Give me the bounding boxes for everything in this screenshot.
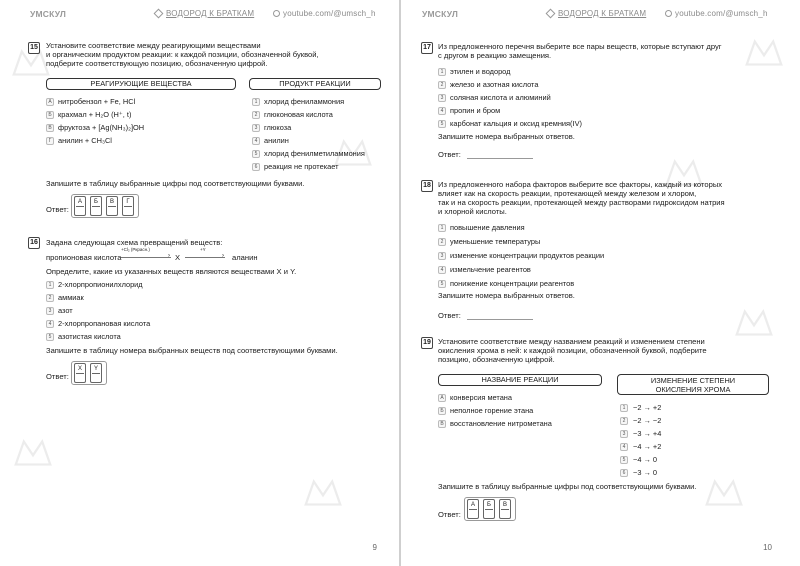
product-item: хлорид фениламмония bbox=[264, 97, 345, 106]
page-number: 9 bbox=[372, 543, 377, 552]
instruction-text: Запишите в таблицу выбранные цифры под соответствующими буквами. bbox=[46, 179, 305, 188]
youtube-icon bbox=[273, 10, 280, 17]
option-tag: 1 bbox=[438, 224, 446, 232]
option-tag: А bbox=[438, 394, 446, 402]
answer-label: Ответ: bbox=[438, 150, 461, 159]
chain-mid: X bbox=[175, 253, 181, 262]
header-channel[interactable] bbox=[665, 9, 768, 18]
reagent-item: анилин + CH₃Cl bbox=[58, 136, 112, 145]
change-item: −4 → +2 bbox=[633, 442, 662, 451]
option-tag: В bbox=[438, 420, 446, 428]
answer-cell[interactable]: Б bbox=[90, 196, 102, 216]
reaction-item: восстановление нитрометана bbox=[450, 419, 552, 428]
option-tag: 2 bbox=[252, 111, 260, 119]
reagent-item: крахмал + H₂O (H⁺, t) bbox=[58, 110, 132, 119]
column-header-reagents: РЕАГИРУЮЩИЕ ВЕЩЕСТВА bbox=[46, 78, 236, 90]
arrow-head-icon: › bbox=[222, 253, 224, 259]
option-tag: 4 bbox=[620, 443, 628, 451]
option-item: соляная кислота и алюминий bbox=[450, 93, 551, 102]
youtube-icon bbox=[665, 10, 672, 17]
option-tag: Б bbox=[46, 111, 54, 119]
reagent-item: фруктоза + [Ag(NH₃)₂]OH bbox=[58, 123, 145, 132]
option-item: 2-хлорпропионилхлорид bbox=[58, 280, 143, 289]
change-item: −3 → +4 bbox=[633, 429, 662, 438]
channel-text: youtube.com/@umsch_h bbox=[283, 9, 376, 18]
option-tag: 6 bbox=[252, 163, 260, 171]
option-item: аммиак bbox=[58, 293, 84, 302]
question-text: с другом в реакцию замещения. bbox=[438, 51, 552, 60]
option-tag: 3 bbox=[620, 430, 628, 438]
option-item: измельчение реагентов bbox=[450, 265, 531, 274]
question-number: 18 bbox=[421, 180, 433, 192]
arrow-head-icon: › bbox=[168, 253, 170, 259]
option-tag: 5 bbox=[46, 333, 54, 341]
reaction-arrow bbox=[121, 257, 171, 258]
question-text: и хлорной кислоты. bbox=[438, 207, 507, 216]
arrow-label: +Cl₂ (Pкрасн.) bbox=[121, 247, 150, 252]
question-text: Из предложенного набора факторов выберите все факторы, каждый из которых bbox=[438, 180, 723, 189]
option-item: азотистая кислота bbox=[58, 332, 121, 341]
instruction-text: Запишите номера выбранных ответов. bbox=[438, 132, 575, 141]
product-item: глюконовая кислота bbox=[264, 110, 333, 119]
option-tag: 4 bbox=[438, 266, 446, 274]
reaction-arrow bbox=[185, 257, 225, 258]
option-tag: 5 bbox=[252, 150, 260, 158]
option-tag: 2 bbox=[620, 417, 628, 425]
option-item: 2-хлорпропановая кислота bbox=[58, 319, 151, 328]
change-item: −2 → +2 bbox=[633, 403, 662, 412]
option-tag: 2 bbox=[438, 81, 446, 89]
telegram-icon bbox=[546, 9, 556, 19]
option-item: изменение концентрации продуктов реакции bbox=[450, 251, 605, 260]
option-item: повышение давления bbox=[450, 223, 525, 232]
tagline-text: ВОДОРОД К БРАТКАМ bbox=[558, 9, 647, 18]
option-tag: 3 bbox=[252, 124, 260, 132]
option-tag: Г bbox=[46, 137, 54, 145]
watermark-icon bbox=[741, 30, 787, 76]
product-item: анилин bbox=[264, 136, 289, 145]
instruction-text: Запишите номера выбранных ответов. bbox=[438, 291, 575, 300]
brand-logo: УМСКУЛ bbox=[30, 9, 67, 19]
answer-line[interactable] bbox=[467, 319, 533, 320]
watermark-icon bbox=[731, 300, 777, 346]
answer-cell[interactable]: Б bbox=[483, 499, 495, 519]
column-header-products: ПРОДУКТ РЕАКЦИИ bbox=[249, 78, 381, 90]
column-header-reactions: НАЗВАНИЕ РЕАКЦИИ bbox=[438, 374, 602, 386]
option-item: карбонат кальция и оксид кремния(IV) bbox=[450, 119, 582, 128]
chain-end: аланин bbox=[232, 253, 258, 262]
option-item: азот bbox=[58, 306, 73, 315]
option-tag: 1 bbox=[46, 281, 54, 289]
left-page bbox=[0, 0, 399, 566]
question-text: Определите, какие из указанных веществ являются веществами X и Y. bbox=[46, 267, 297, 276]
option-tag: 4 bbox=[46, 320, 54, 328]
telegram-icon bbox=[154, 9, 164, 19]
option-tag: 4 bbox=[438, 107, 446, 115]
option-item: железо и азотная кислота bbox=[450, 80, 539, 89]
option-tag: 5 bbox=[620, 456, 628, 464]
instruction-text: Запишите в таблицу выбранные цифры под соответствующими буквами. bbox=[438, 482, 697, 491]
product-item: хлорид фенилметиламмония bbox=[264, 149, 365, 158]
channel-text: youtube.com/@umsch_h bbox=[675, 9, 768, 18]
option-item: этилен и водород bbox=[450, 67, 511, 76]
change-item: −3 → 0 bbox=[633, 468, 658, 477]
reaction-item: неполное горение этана bbox=[450, 406, 534, 415]
option-tag: 2 bbox=[46, 294, 54, 302]
option-tag: В bbox=[46, 124, 54, 132]
answer-cell[interactable]: Г bbox=[122, 196, 134, 216]
answer-line[interactable] bbox=[467, 158, 533, 159]
watermark-icon bbox=[300, 470, 346, 516]
header-channel[interactable] bbox=[273, 9, 376, 18]
question-number: 15 bbox=[28, 42, 40, 54]
option-tag: 1 bbox=[620, 404, 628, 412]
question-text: позицию, обозначенную цифрой. bbox=[438, 355, 555, 364]
answer-cell[interactable]: X bbox=[74, 363, 86, 383]
chain-start: пропионовая кислота bbox=[46, 253, 122, 262]
option-tag: 5 bbox=[438, 280, 446, 288]
watermark-icon bbox=[701, 470, 747, 516]
option-tag: 6 bbox=[620, 469, 628, 477]
answer-cell[interactable]: Y bbox=[90, 363, 102, 383]
column-header-changes bbox=[617, 374, 769, 395]
arrow-label: +Y bbox=[200, 247, 206, 252]
change-item: −2 → −2 bbox=[633, 416, 662, 425]
change-item: −4 → 0 bbox=[633, 455, 658, 464]
question-text: Установите соответствие между названием реакций и изменением степени bbox=[438, 337, 705, 346]
option-tag: 2 bbox=[438, 238, 446, 246]
header-tagline[interactable] bbox=[547, 9, 646, 18]
answer-cell[interactable]: В bbox=[499, 499, 511, 519]
column-header-line: ИЗМЕНЕНИЕ СТЕПЕНИ bbox=[650, 376, 736, 385]
option-tag: 4 bbox=[252, 137, 260, 145]
option-tag: 3 bbox=[46, 307, 54, 315]
option-tag: 1 bbox=[252, 98, 260, 106]
answer-label: Ответ: bbox=[438, 311, 461, 320]
page-number: 10 bbox=[763, 543, 772, 552]
question-text: влияет как на скорость реакции, протекающей между железом и хлором, bbox=[438, 189, 697, 198]
product-item: глюкоза bbox=[264, 123, 292, 132]
answer-cell[interactable]: В bbox=[106, 196, 118, 216]
option-tag: Б bbox=[438, 407, 446, 415]
question-number: 16 bbox=[28, 237, 40, 249]
instruction-text: Запишите в таблицу номера выбранных веществ под соответствующими буквами. bbox=[46, 346, 338, 355]
reaction-item: конверсия метана bbox=[450, 393, 513, 402]
question-text: окисления хрома в ней: к каждой позиции, обозначенной буквой, подберите bbox=[438, 346, 707, 355]
option-tag: 5 bbox=[438, 120, 446, 128]
answer-cell[interactable]: А bbox=[467, 499, 479, 519]
question-text: подберите соответствующую позицию, обозначенную цифрой. bbox=[46, 59, 268, 68]
option-tag: А bbox=[46, 98, 54, 106]
product-item: реакция не протекает bbox=[264, 162, 339, 171]
option-tag: 1 bbox=[438, 68, 446, 76]
column-header-line: ОКИСЛЕНИЯ ХРОМА bbox=[655, 385, 731, 394]
option-item: понижение концентрации реагентов bbox=[450, 279, 575, 288]
reagent-item: нитробензол + Fe, HCl bbox=[58, 97, 136, 106]
question-text: Задана следующая схема превращений веществ: bbox=[46, 238, 223, 247]
option-item: уменьшение температуры bbox=[450, 237, 541, 246]
option-tag: 3 bbox=[438, 94, 446, 102]
question-number: 17 bbox=[421, 42, 433, 54]
answer-label: Ответ: bbox=[438, 510, 461, 519]
brand-logo: УМСКУЛ bbox=[422, 9, 459, 19]
watermark-icon bbox=[10, 430, 56, 476]
right-page bbox=[401, 0, 800, 566]
question-number: 19 bbox=[421, 337, 433, 349]
answer-label: Ответ: bbox=[46, 372, 69, 381]
question-text: так и на скорость реакции, протекающей между растворами гидроксидом натрия bbox=[438, 198, 725, 207]
answer-cell[interactable]: А bbox=[74, 196, 86, 216]
option-item: пропин и бром bbox=[450, 106, 501, 115]
tagline-text: ВОДОРОД К БРАТКАМ bbox=[166, 9, 255, 18]
header-tagline[interactable] bbox=[155, 9, 254, 18]
question-text: Установите соответствие между реагирующими веществами bbox=[46, 41, 261, 50]
question-text: Из предложенного перечня выберите все пары веществ, которые вступают друг bbox=[438, 42, 722, 51]
option-tag: 3 bbox=[438, 252, 446, 260]
answer-label: Ответ: bbox=[46, 205, 69, 214]
question-text: и органическим продуктом реакции: к каждой позиции, обозначенной буквой, bbox=[46, 50, 319, 59]
